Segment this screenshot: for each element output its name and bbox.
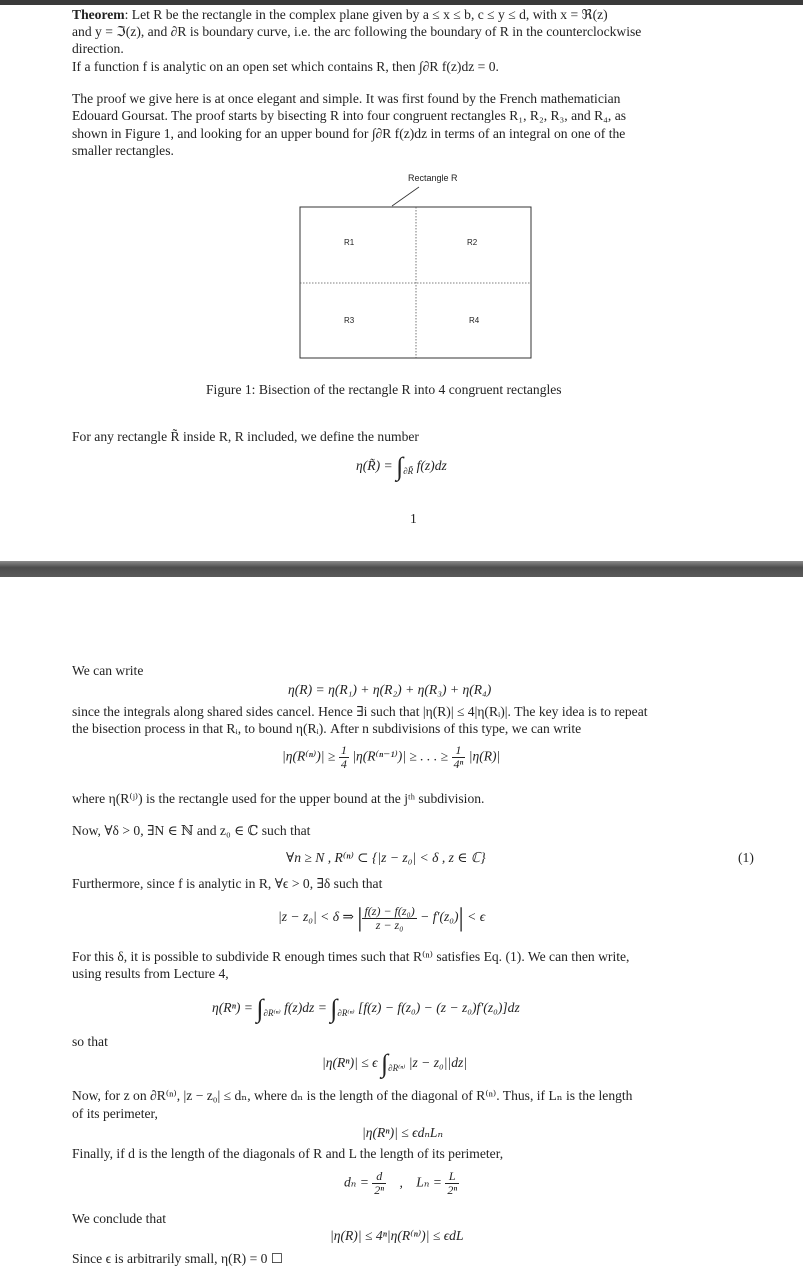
furthermore-line: Furthermore, since f is analytic in R, ∀ϵ > 0, ∃δ such that	[72, 876, 383, 891]
since-line-1: since the integrals along shared sides cancel. Hence ∃i such that |η(R)| ≤ 4|η(Rᵢ)|. The key idea is to repeat	[72, 704, 648, 719]
for-this-line-2: using results from Lecture 4,	[72, 966, 229, 981]
equation-1-number: (1)	[738, 850, 754, 865]
page-number: 1	[410, 511, 417, 526]
bound-1: |η(Rⁿ)| ≤ ϵ $\int_{\partial R^{(n)}}$ |z − z₀||dz|	[322, 1049, 468, 1078]
theorem-line-1: Theorem: Let R be the rectangle in the complex plane given by a ≤ x ≤ b, c ≤ y ≤ d, with x = ℜ(z)	[72, 7, 608, 22]
eta-definition: η(R̃) = $\int_{\partial R̃}$ f(z)dz	[356, 452, 447, 481]
difference-quotient: $\frac{\text{f(z) − f(z₀)}}{\text{z − z₀}}$	[364, 903, 415, 932]
define-text: For any rectangle R̃ inside R, R included, we define the number	[72, 429, 419, 444]
since-line-2: the bisection process in that Rᵢ, to bound η(Rᵢ). After n subdivisions of this type, we can write	[72, 721, 582, 736]
fraction-4n: $\frac{1}{\text{4ⁿ}}$	[453, 743, 464, 771]
where-line: where η(R⁽ʲ⁾) is the rectangle used for the upper bound at the jᵗʰ subdivision.	[72, 791, 485, 806]
label-r1: R1	[344, 238, 355, 247]
for-this-line-1: For this δ, it is possible to subdivide R enough times such that R⁽ⁿ⁾ satisfies Eq. (1). We can then write,	[72, 949, 630, 964]
now-line: Now, ∀δ > 0, ∃N ∈ ℕ and z₀ ∈ ℂ such that	[72, 823, 311, 838]
theorem-label: Theorem	[72, 7, 125, 22]
fraction-quarter: $\frac{1}{4}$	[340, 743, 347, 771]
final-inequality: |η(R)| ≤ 4ⁿ|η(R⁽ⁿ⁾)| ≤ ϵdL	[330, 1228, 464, 1243]
fraction-l-over-2n: $\frac{L}{\text{2ⁿ}}$	[447, 1169, 458, 1197]
integral-sign: ∫	[396, 452, 404, 481]
figure-title: Rectangle R	[408, 173, 458, 183]
since-epsilon-line: Since ϵ is arbitrarily small, η(R) = 0 ☐	[72, 1251, 284, 1266]
figure-diagram	[0, 0, 803, 380]
proof-intro-line-2: Edouard Goursat. The proof starts by bisecting R into four congruent rectangles R₁, R₂, R₃, and R₄, as	[72, 108, 627, 123]
label-r4: R4	[469, 316, 480, 325]
label-r2: R2	[467, 238, 478, 247]
dn-ln-equations: dₙ = $\frac{d}{\text{2ⁿ}}$ , Lₙ = $\frac{L}{\text{2ⁿ}}$	[344, 1169, 458, 1197]
conclude-line: We conclude that	[72, 1211, 167, 1226]
eta-rn-equation: $\eta(R^n) = \int_{\partial R^{(n)}}$ $f(z)dz = \int_{\partial R^{(n)}}$ [f(z) − f(z₀) − (z − z₀)f′(z₀)]dz	[212, 994, 520, 1023]
figure-caption: Figure 1: Bisection of the rectangle R into 4 congruent rectangles	[206, 382, 562, 397]
equation-1: ∀n ≥ N , R⁽ⁿ⁾ ⊂ {|z − z₀| < δ , z ∈ ℂ}	[286, 850, 486, 865]
derivative-bound: |z − z₀| < δ ⇒ | $\frac{\text{f(z) − f(z₀)}}{\text{z − z₀}}$ − f′(z₀)| < ϵ	[278, 903, 486, 932]
title-leader-line	[392, 187, 419, 206]
label-r3: R3	[344, 316, 355, 325]
rectangle-r	[300, 207, 531, 358]
bound-2: |η(Rⁿ)| ≤ ϵdₙLₙ	[362, 1125, 443, 1140]
proof-intro-line-1: The proof we give here is at once elegant and simple. It was first found by the French mathematician	[72, 91, 621, 106]
inequality-chain: |η(R⁽ⁿ⁾)| ≥ $\frac{1}{4}$ |η(R⁽ⁿ⁻¹⁾)| ≥ . . . ≥ $\frac{1}{\text{4ⁿ}}$ |η(R)|	[282, 743, 501, 771]
now-z-line-1: Now, for z on ∂R⁽ⁿ⁾, |z − z₀| ≤ dₙ, where dₙ is the length of the diagonal of R⁽ⁿ⁾. Thus, if Lₙ is the length	[72, 1088, 633, 1103]
proof-intro-line-3: shown in Figure 1, and looking for an upper bound for ∫∂R f(z)dz in terms of an integral on one of the	[72, 126, 626, 141]
theorem-line-4: If a function f is analytic on an open set which contains R, then ∫∂R f(z)dz = 0.	[72, 59, 499, 74]
theorem-line-3: direction.	[72, 41, 124, 56]
finally-line: Finally, if d is the length of the diagonals of R and L the length of its perimeter,	[72, 1146, 504, 1161]
now-z-line-2: of its perimeter,	[72, 1106, 158, 1121]
eq-sum: η(R) = η(R₁) + η(R₂) + η(R₃) + η(R₄)	[288, 682, 492, 697]
theorem-line-2: and y = ℑ(z), and ∂R is boundary curve, i.e. the arc following the boundary of R in the counterclockwise	[72, 24, 642, 39]
so-that: so that	[72, 1034, 108, 1049]
fraction-d-over-2n: $\frac{d}{\text{2ⁿ}}$	[374, 1169, 385, 1197]
we-can-write: We can write	[72, 663, 144, 678]
proof-intro-line-4: smaller rectangles.	[72, 143, 174, 158]
page-separator	[0, 561, 803, 577]
